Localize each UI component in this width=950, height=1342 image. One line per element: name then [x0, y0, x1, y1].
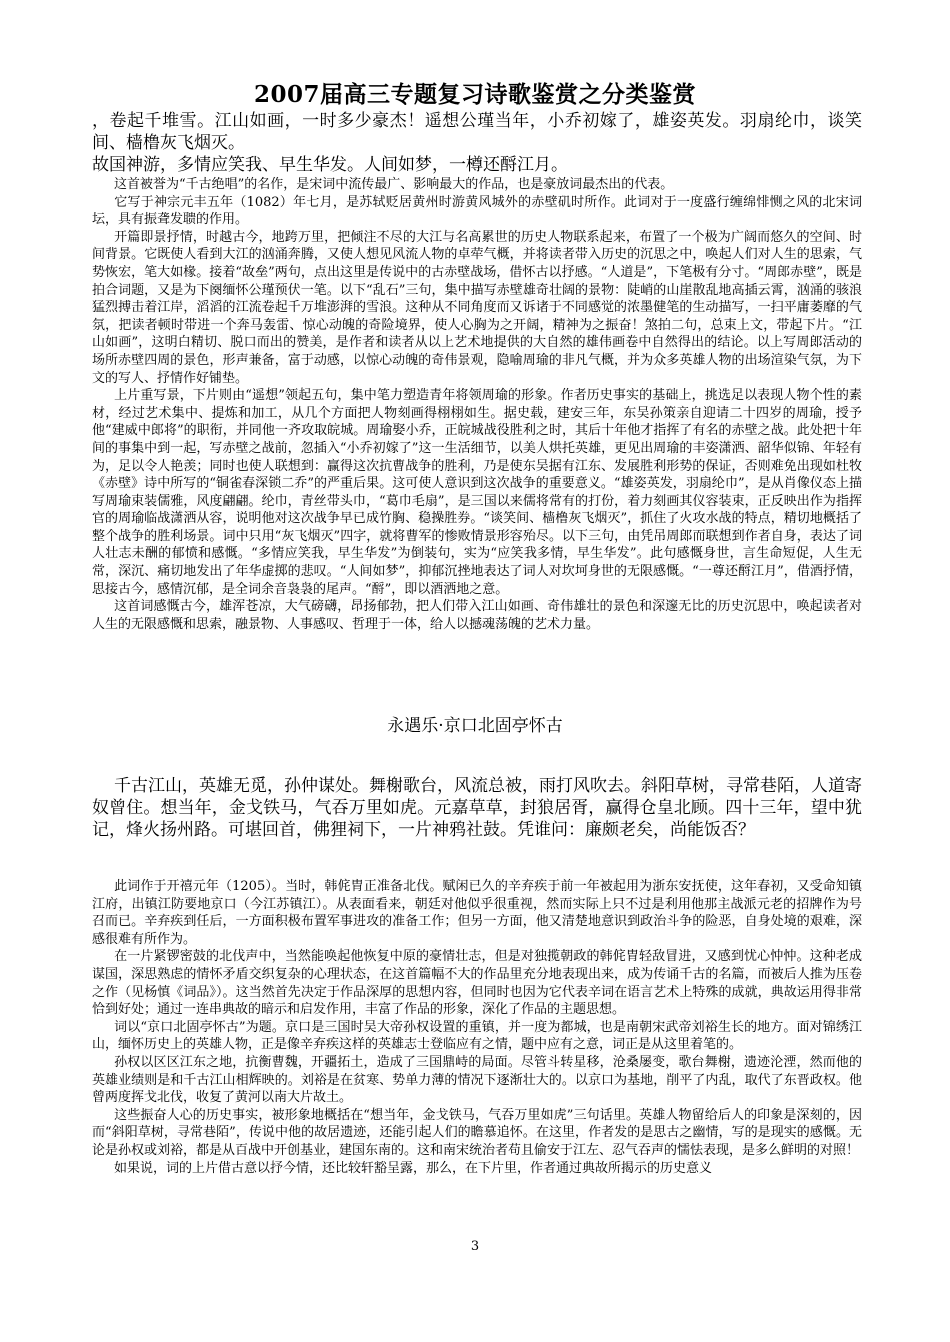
- analysis1-paragraph: 上片重写景，下片则由“遥想”领起五句，集中笔力塑造青年将领周瑜的形象。作者历史事实的基础上，挑选足以表现人物个性的素材，经过艺术集中、提炼和加工，从几个方面把人物刻画得栩栩如生。据史载，建安三年，东吴孙策亲自迎请二十四岁的周瑜，授予他“建威中郎将”的职衔，并同他一齐攻取皖城。周瑜娶小乔，正皖城战役胜利之时，其后十年他才指挥了有名的赤壁之战。此处把十年间的事集中到一起，写赤壁之战前，忽插入“小乔初嫁了”这一生活细节，以美人烘托英雄，更见出周瑜的丰姿潇洒、韶华似锦、年轻有为，足以令人艳羡；同时也使人联想到：赢得这次抗曹战争的胜利，乃是使东吴据有江东、发展胜利形势的保证，否则难免出现如杜牧《赤壁》诗中所写的“铜雀春深锁二乔”的严重后果。这可使人意识到这次战争的重要意义。“雄姿英发，羽扇纶巾”，是从肖像仪态上描写周瑜束装儒雅，风度翩翩。纶巾，青丝带头巾，“葛巾毛扇”，是三国以来儒将常有的打份，着力刻画其仪容装束，正反映出作为指挥官的周瑜临战潇洒从容，说明他对这次战争早已成竹胸、稳操胜券。“谈笑间、樯橹灰飞烟灭”，抓住了火攻水战的特点，精切地概括了整个战争的胜利场景。词中只用“灰飞烟灭”四字，就将曹军的惨败情景形容殆尽。以下三句，由凭吊周郎而联想到作者自身，表达了词人壮志未酬的郁愤和感慨。“多情应笑我，早生华发”为倒装句，实为“应笑我多情，早生华发”。此句感慨身世，言生命短促，人生无常，深沉、痛切地发出了年华虚掷的悲叹。“人间如梦”，抑郁沉挫地表达了词人对坎坷身世的无限感慨。“一尊还酹江月”，借酒抒情，思接古今，感情沉郁，是全词余音袅袅的尾声。“酹”，即以酒洒地之意。: [92, 388, 862, 597]
- analysis1-paragraph: 开篇即景抒情，时越古今，地跨万里，把倾注不尽的大江与名高累世的历史人物联系起来，布置了一个极为广阔而悠久的空间、时间背景。它既使人看到大江的汹涌奔腾，又使人想见风流人物的卓荦气概，并将读者带入历史的沉思之中，唤起人们对人生的思索，气势恢宏，笔大如椽。接着“故垒”两句，点出这里是传说中的古赤壁战场，借怀古以抒感。“人道是”，下笔极有分寸。“周郎赤壁”，既是拍合词题，又是为下阕缅怀公瑾预伏一笔。以下“乱石”三句，集中描写赤壁雄奇壮阔的景物：陡峭的山崖散乱地高插云霄，汹涌的骇浪猛烈搏击着江岸，滔滔的江流卷起千万堆澎湃的雪浪。这种从不同角度而又诉诸于不同感觉的浓墨健笔的生动描写，一扫平庸萎靡的气氛，把读者顿时带进一个奔马轰雷、惊心动魄的奇险境界，使人心胸为之开阔，精神为之振奋！煞拍二句，总束上文，带起下片。“江山如画”，这明白精切、脱口而出的赞美，是作者和读者从以上艺术地提供的大自然的雄伟画卷中自然得出的结论。以上写周郎活动的场所赤壁四周的景色，形声兼备，富于动感，以惊心动魄的奇伟景观，隐喻周瑜的非凡气概，并为众多英雄人物的出场渲染气氛，为下文的写人、抒情作好铺垫。: [92, 229, 862, 386]
- section-subtitle: 永遇乐·京口北固亭怀古: [387, 716, 563, 736]
- poem1-line2: 故国神游，多情应笑我、早生华发。人间如梦，一樽还酹江月。: [92, 155, 568, 175]
- analysis1-paragraph: 它写于神宗元丰五年（1082）年七月，是苏轼贬居黄州时游黄风城外的赤壁矶时所作。此词对于一度盛行缠绵悱恻之风的北宋词坛，具有振聋发聩的作用。: [92, 194, 862, 228]
- poem1-line1: ，卷起千堆雪。江山如画，一时多少豪杰！遥想公瑾当年，小乔初嫁了，雄姿英发。羽扇纶巾，谈笑间、樯橹灰飞烟灭。: [92, 111, 862, 153]
- page-number: 3: [470, 1239, 480, 1254]
- page-title: 2007届高三专题复习诗歌鉴赏之分类鉴赏: [253, 81, 696, 108]
- analysis2-section: [92, 878, 862, 1177]
- analysis2-paragraph: 词以“京口北固亭怀古”为题。京口是三国时吴大帝孙权设置的重镇，并一度为都城，也是南朝宋武帝刘裕生长的地方。面对锦绣江山，缅怀历史上的英雄人物，正是像辛弃疾这样的英雄志士登临应有之情，题中应有之意，词正是从这里着笔的。: [92, 1019, 862, 1053]
- analysis2-paragraph: 这些振奋人心的历史事实，被形象地概括在“想当年，金戈铁马，气吞万里如虎”三句话里。英雄人物留给后人的印象是深刻的，因而“斜阳草树，寻常巷陌”，传说中他的故居遗迹，还能引起人们的瞻慕追怀。在这里，作者发的是思古之幽情，写的是现实的感慨。无论是孙权或刘裕，都是从百战中开创基业，建国东南的。这和南宋统治者苟且偷安于江左、忍气吞声的懦怯表现，是多么鲜明的对照！: [92, 1107, 862, 1158]
- analysis2-paragraph: 如果说，词的上片借古意以抒今情，还比较轩豁呈露，那么，在下片里，作者通过典故所揭示的历史意义: [114, 1160, 713, 1176]
- poem-yong-yu-le: [92, 775, 862, 841]
- analysis1-section: [92, 176, 862, 633]
- poem2-text: 千古江山，英雄无觅，孙仲谋处。舞榭歌台，风流总被，雨打风吹去。斜阳草树，寻常巷陌，人道寄奴曾住。想当年，金戈铁马，气吞万里如虎。元嘉草草，封狼居胥，赢得仓皇北顾。四十三年，望中犹记，烽火扬州路。可堪回首，佛狸祠下，一片神鸦社鼓。凭谁问：廉颇老矣，尚能饭否？: [92, 776, 862, 840]
- analysis2-paragraph: 孙权以区区江东之地，抗衡曹魏，开疆拓土，造成了三国鼎峙的局面。尽管斗转星移，沧桑屡变，歌台舞榭，遗迹沦湮，然而他的英雄业绩则是和千古江山相辉映的。刘裕是在贫寒、势单力薄的情况下逐渐壮大的。以京口为基地，削平了内乱，取代了东晋政权。他曾两度挥戈北伐，收复了黄河以南大片故土。: [92, 1054, 862, 1106]
- analysis1-paragraph: 这首被誉为“千古绝唱”的名作，是宋词中流传最广、影响最大的作品，也是豪放词最杰出的代表。: [114, 177, 674, 192]
- analysis2-paragraph: 在一片紧锣密鼓的北伐声中，当然能唤起他恢复中原的豪情壮志，但是对独揽朝政的韩侂胄轻敌冒进，又感到忧心忡忡。这种老成谋国，深思熟虑的情怀矛盾交织复杂的心理状态，在这首篇幅不大的作品里充分地表现出来，成为传诵千古的名篇，而被后人推为压卷之作（见杨慎《词品》）。这当然首先决定于作品深厚的思想内容，但同时也因为它代表辛词在语言艺术上特殊的成就，典故运用得非常恰到好处；通过一连串典故的暗示和启发作用，丰富了作品的形象，深化了作品的主题思想。: [92, 949, 862, 1018]
- poem-nian-nu-jiao-lines: [92, 110, 862, 176]
- analysis1-paragraph: 这首词感慨古今，雄浑苍凉，大气磅礴，昂扬郁勃，把人们带入江山如画、奇伟雄壮的景色和深邃无比的历史沉思中，唤起读者对人生的无限感慨和思索，融景物、人事感叹、哲理于一体，给人以撼魂荡魄的艺术力量。: [92, 599, 862, 632]
- analysis2-paragraph: 此词作于开禧元年（1205）。当时，韩侂胄正准备北伐。赋闲已久的辛弃疾于前一年被起用为浙东安抚使，这年春初，又受命知镇江府，出镇江防要地京口（今江苏镇江）。从表面看来，朝廷对他似乎很重视，然而实际上只不过是利用他那主战派元老的招牌作为号召而已。辛弃疾到任后，一方面积极布置军事进攻的准备工作；但另一方面，他又清楚地意识到政治斗争的险恶，自身处境的艰难，深感很难有所作为。: [92, 879, 862, 947]
